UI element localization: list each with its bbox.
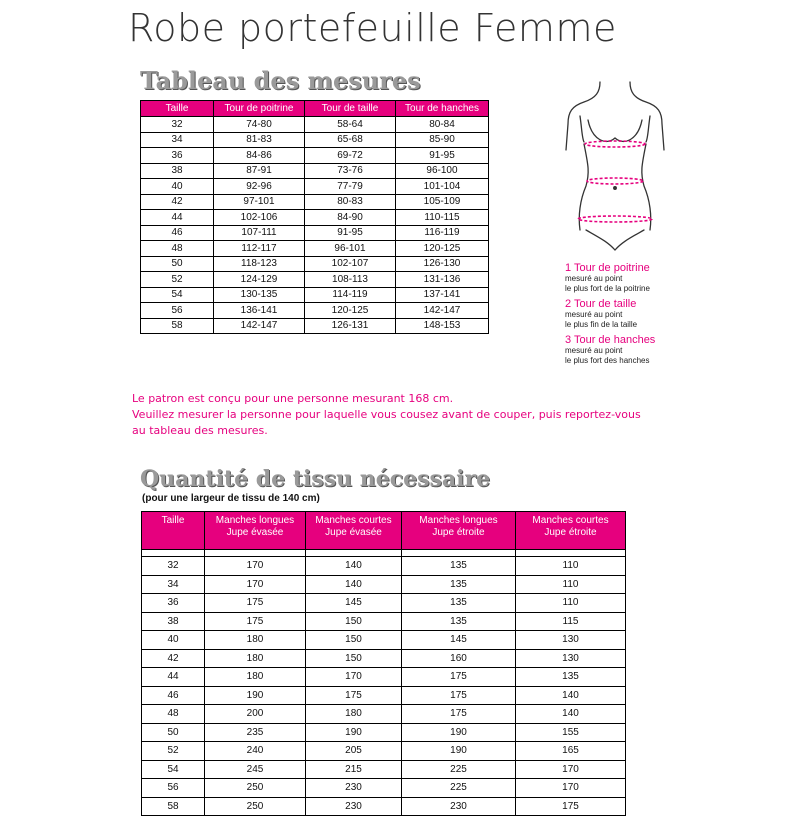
table-cell: 225 [402, 779, 516, 798]
legend-desc: mesuré au point [565, 274, 623, 283]
table-cell: 87-91 [214, 163, 305, 179]
spacer-cell [516, 550, 626, 557]
table-cell: 110 [516, 557, 626, 576]
legend-desc: le plus fort de la poitrine [565, 284, 650, 293]
table-cell: 170 [516, 760, 626, 779]
header-line: Jupe étroite [432, 527, 485, 538]
table-cell: 102-106 [214, 210, 305, 226]
table-cell: 65-68 [305, 132, 396, 148]
fabric-width-note: (pour une largeur de tissu de 140 cm) [142, 493, 320, 504]
table-cell: 84-86 [214, 148, 305, 164]
table-cell: 91-95 [396, 148, 489, 164]
table-cell: 230 [306, 779, 402, 798]
table-cell: 84-90 [305, 210, 396, 226]
table-cell: 130 [516, 649, 626, 668]
table-cell: 175 [205, 594, 306, 613]
table-cell: 235 [205, 723, 306, 742]
table-row [141, 194, 489, 210]
table-cell: 135 [402, 594, 516, 613]
table-row [141, 117, 489, 133]
table-cell: 245 [205, 760, 306, 779]
table-row [142, 723, 626, 742]
spacer-row [142, 550, 626, 557]
table-cell: 142-147 [396, 303, 489, 319]
table-row [142, 575, 626, 594]
legend-item-bust [565, 262, 655, 294]
table-cell: 112-117 [214, 241, 305, 257]
fabric-header-row [142, 512, 626, 550]
table-cell: 105-109 [396, 194, 489, 210]
table-cell: 142-147 [214, 318, 305, 334]
table-cell: 130-135 [214, 287, 305, 303]
table-cell: 58-64 [305, 117, 396, 133]
table-cell: 56 [141, 303, 214, 319]
table-cell: 36 [141, 148, 214, 164]
header-line: Manches longues [215, 515, 295, 526]
table-row [142, 649, 626, 668]
table-cell: 131-136 [396, 272, 489, 288]
legend-item-hips [565, 334, 655, 366]
header-line: Manches courtes [315, 515, 392, 526]
table-cell: 215 [306, 760, 402, 779]
spacer-cell [205, 550, 306, 557]
table-row [142, 631, 626, 650]
table-row [142, 742, 626, 761]
measurements-heading: Tableau des mesures [140, 66, 421, 95]
measurements-header-row [141, 101, 489, 117]
table-row [141, 132, 489, 148]
table-cell: 135 [402, 557, 516, 576]
table-row [142, 557, 626, 576]
header-cell [142, 512, 205, 550]
table-cell: 92-96 [214, 179, 305, 195]
female-torso-icon [560, 80, 670, 260]
measurement-legend [565, 262, 655, 370]
table-cell: 150 [306, 649, 402, 668]
header-cell: Taille [141, 101, 214, 117]
table-cell: 200 [205, 705, 306, 724]
table-row [142, 612, 626, 631]
table-cell: 190 [402, 723, 516, 742]
table-cell: 96-101 [305, 241, 396, 257]
table-cell: 48 [142, 705, 205, 724]
table-row [142, 668, 626, 687]
table-row [142, 686, 626, 705]
table-cell: 250 [205, 779, 306, 798]
table-cell: 52 [142, 742, 205, 761]
table-row [141, 272, 489, 288]
page-title: Robe portefeuille Femme [128, 6, 617, 50]
table-cell: 180 [205, 668, 306, 687]
table-cell: 40 [142, 631, 205, 650]
table-cell: 54 [141, 287, 214, 303]
table-cell: 180 [205, 649, 306, 668]
table-cell: 175 [402, 686, 516, 705]
table-cell: 110 [516, 594, 626, 613]
table-cell: 240 [205, 742, 306, 761]
note-line: Le patron est conçu pour une personne mesurant 168 cm. [132, 392, 454, 405]
table-cell: 107-111 [214, 225, 305, 241]
legend-title: 2 Tour de taille [565, 298, 637, 310]
table-cell: 36 [142, 594, 205, 613]
table-cell: 225 [402, 760, 516, 779]
table-cell: 114-119 [305, 287, 396, 303]
header-line: Manches longues [419, 515, 498, 526]
table-cell: 32 [142, 557, 205, 576]
header-cell [306, 512, 402, 550]
table-cell: 145 [306, 594, 402, 613]
table-row [141, 179, 489, 195]
legend-item-waist [565, 298, 655, 330]
table-cell: 101-104 [396, 179, 489, 195]
table-cell: 40 [141, 179, 214, 195]
table-cell: 135 [402, 612, 516, 631]
legend-desc: mesuré au point [565, 310, 623, 319]
header-line: Jupe évasée [226, 527, 284, 538]
table-cell: 85-90 [396, 132, 489, 148]
table-cell: 130 [516, 631, 626, 650]
table-cell: 126-131 [305, 318, 396, 334]
table-row [141, 287, 489, 303]
table-cell: 110-115 [396, 210, 489, 226]
spacer-cell [402, 550, 516, 557]
table-row [141, 241, 489, 257]
table-cell: 44 [141, 210, 214, 226]
table-cell: 81-83 [214, 132, 305, 148]
height-note [132, 391, 652, 439]
table-cell: 73-76 [305, 163, 396, 179]
table-cell: 230 [402, 797, 516, 816]
table-cell: 145 [402, 631, 516, 650]
fabric-heading: Quantité de tissu nécessaire [140, 466, 491, 492]
header-cell: Tour de taille [305, 101, 396, 117]
table-cell: 150 [306, 631, 402, 650]
table-cell: 180 [306, 705, 402, 724]
table-cell: 69-72 [305, 148, 396, 164]
table-cell: 126-130 [396, 256, 489, 272]
table-cell: 170 [306, 668, 402, 687]
table-cell: 175 [402, 668, 516, 687]
table-cell: 77-79 [305, 179, 396, 195]
table-cell: 250 [205, 797, 306, 816]
measurements-table-body [141, 117, 489, 334]
table-row [141, 318, 489, 334]
header-line: Jupe évasée [325, 527, 382, 538]
legend-title: 1 Tour de poitrine [565, 262, 650, 274]
header-line: Manches courtes [532, 515, 609, 526]
note-line: Veuillez mesurer la personne pour laquelle vous cousez avant de couper, puis reportez-vous au tableau des mesures. [132, 408, 641, 437]
table-cell: 165 [516, 742, 626, 761]
fabric-table-body [142, 557, 626, 816]
table-cell: 38 [142, 612, 205, 631]
table-cell: 120-125 [305, 303, 396, 319]
legend-desc: mesuré au point [565, 346, 623, 355]
table-row [141, 163, 489, 179]
table-cell: 80-84 [396, 117, 489, 133]
table-cell: 50 [142, 723, 205, 742]
legend-desc: le plus fort des hanches [565, 356, 650, 365]
table-cell: 175 [402, 705, 516, 724]
header-cell [516, 512, 626, 550]
table-cell: 58 [142, 797, 205, 816]
fabric-table [141, 511, 626, 816]
table-cell: 160 [402, 649, 516, 668]
table-cell: 140 [306, 575, 402, 594]
table-cell: 118-123 [214, 256, 305, 272]
table-cell: 91-95 [305, 225, 396, 241]
table-cell: 50 [141, 256, 214, 272]
table-cell: 230 [306, 797, 402, 816]
spacer-cell [142, 550, 205, 557]
table-cell: 137-141 [396, 287, 489, 303]
table-cell: 150 [306, 612, 402, 631]
header-line: Jupe étroite [544, 527, 597, 538]
table-cell: 116-119 [396, 225, 489, 241]
header-cell: Tour de poitrine [214, 101, 305, 117]
table-cell: 32 [141, 117, 214, 133]
table-cell: 136-141 [214, 303, 305, 319]
table-row [141, 148, 489, 164]
table-cell: 140 [516, 705, 626, 724]
table-row [142, 594, 626, 613]
table-cell: 135 [402, 575, 516, 594]
table-cell: 190 [402, 742, 516, 761]
table-cell: 190 [205, 686, 306, 705]
table-row [142, 760, 626, 779]
table-cell: 170 [205, 575, 306, 594]
table-cell: 175 [205, 612, 306, 631]
table-row [141, 225, 489, 241]
table-cell: 34 [141, 132, 214, 148]
table-cell: 170 [205, 557, 306, 576]
table-cell: 108-113 [305, 272, 396, 288]
table-cell: 124-129 [214, 272, 305, 288]
legend-title: 3 Tour de hanches [565, 334, 656, 346]
table-cell: 54 [142, 760, 205, 779]
table-cell: 34 [142, 575, 205, 594]
table-cell: 46 [141, 225, 214, 241]
header-cell: Tour de hanches [396, 101, 489, 117]
table-cell: 175 [516, 797, 626, 816]
table-cell: 42 [141, 194, 214, 210]
table-row [142, 779, 626, 798]
table-cell: 148-153 [396, 318, 489, 334]
table-cell: 46 [142, 686, 205, 705]
header-line: Taille [161, 515, 185, 526]
table-cell: 135 [516, 668, 626, 687]
table-cell: 110 [516, 575, 626, 594]
table-cell: 180 [205, 631, 306, 650]
table-cell: 190 [306, 723, 402, 742]
table-cell: 170 [516, 779, 626, 798]
table-cell: 175 [306, 686, 402, 705]
table-cell: 97-101 [214, 194, 305, 210]
table-row [142, 705, 626, 724]
table-cell: 44 [142, 668, 205, 687]
table-row [141, 256, 489, 272]
table-cell: 42 [142, 649, 205, 668]
legend-desc: le plus fin de la taille [565, 320, 638, 329]
table-cell: 56 [142, 779, 205, 798]
table-cell: 115 [516, 612, 626, 631]
table-cell: 155 [516, 723, 626, 742]
measurements-table [140, 100, 489, 334]
table-cell: 102-107 [305, 256, 396, 272]
table-cell: 205 [306, 742, 402, 761]
table-cell: 52 [141, 272, 214, 288]
table-cell: 74-80 [214, 117, 305, 133]
table-cell: 38 [141, 163, 214, 179]
table-cell: 48 [141, 241, 214, 257]
table-cell: 140 [516, 686, 626, 705]
header-cell [205, 512, 306, 550]
table-cell: 120-125 [396, 241, 489, 257]
table-row [141, 303, 489, 319]
table-cell: 80-83 [305, 194, 396, 210]
table-row [141, 210, 489, 226]
table-cell: 96-100 [396, 163, 489, 179]
table-cell: 140 [306, 557, 402, 576]
table-cell: 58 [141, 318, 214, 334]
header-cell [402, 512, 516, 550]
spacer-cell [306, 550, 402, 557]
